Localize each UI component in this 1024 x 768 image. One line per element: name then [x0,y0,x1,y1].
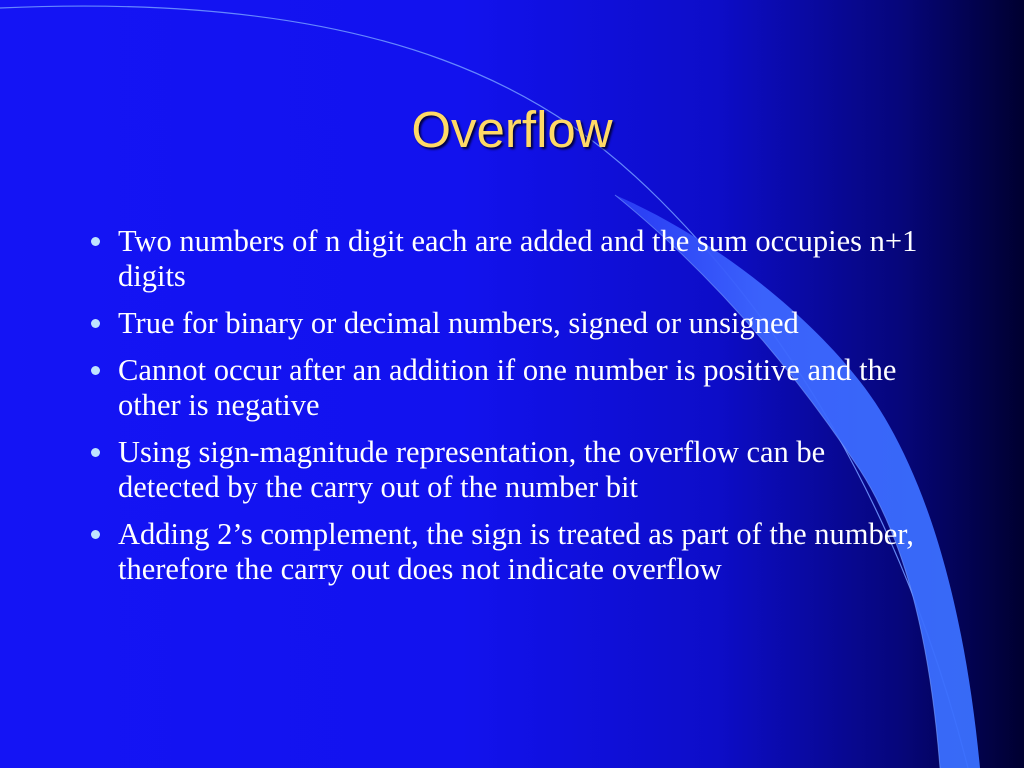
bullet-text: True for binary or decimal numbers, signed or unsigned [118,306,799,340]
bullet-dot-icon [91,319,100,328]
bullet-text: Two numbers of n digit each are added and the sum occupies n+1 digits [118,224,918,293]
bullet-text: Adding 2’s complement, the sign is treated as part of the number, therefore the carry out does not indicate overflow [118,517,914,586]
bullet-item [88,353,928,423]
bullet-item [88,306,928,341]
bullet-item [88,435,928,505]
bullet-dot-icon [91,530,100,539]
bullet-list [88,224,928,599]
bullet-dot-icon [91,366,100,375]
bullet-item [88,224,928,294]
bullet-dot-icon [91,237,100,246]
bullet-text: Using sign-magnitude representation, the overflow can be detected by the carry out of the number bit [118,435,826,504]
bullet-item [88,517,928,587]
bullet-dot-icon [91,448,100,457]
bullet-text: Cannot occur after an addition if one number is positive and the other is negative [118,353,897,422]
slide-title: Overflow [411,101,613,158]
